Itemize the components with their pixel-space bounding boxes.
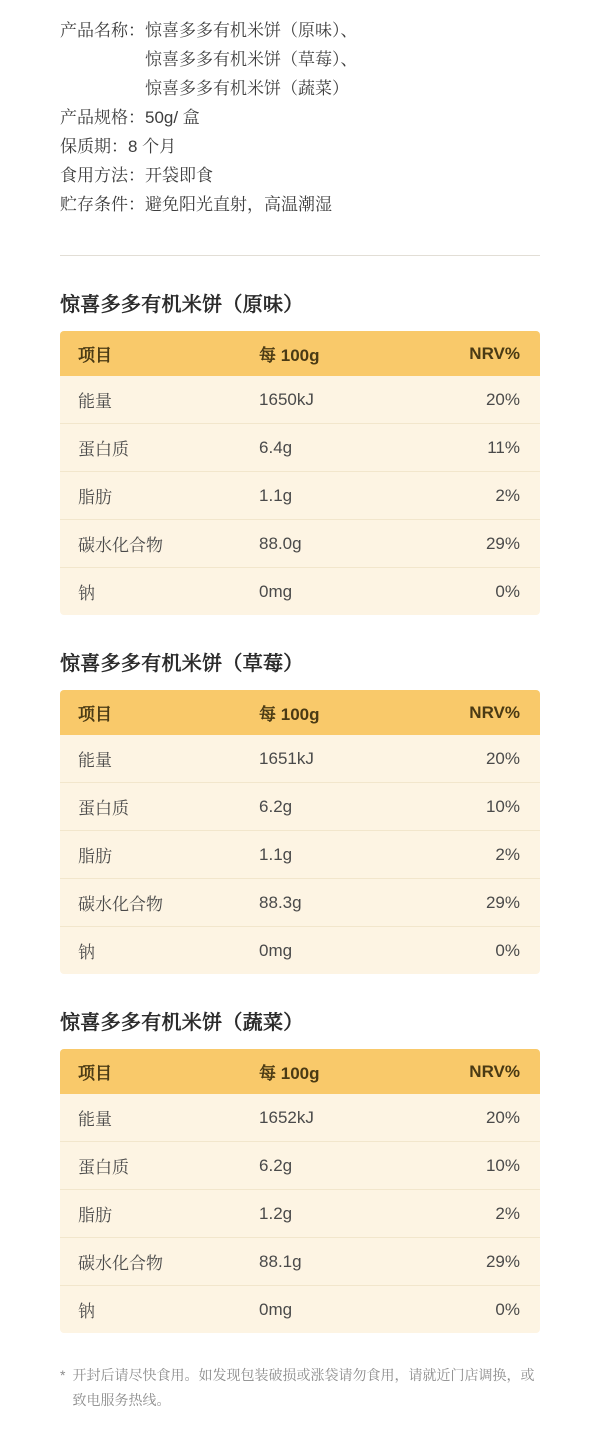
table-cell: 0% [495,940,520,960]
spec-value: 惊喜多多有机米饼（草莓）、 [145,50,358,69]
table-cell: 1.1g [259,831,410,879]
table-cell: 2% [410,1190,540,1238]
table-cell: 脂肪 [60,472,259,520]
table-cell: 10% [410,783,540,831]
table-row [60,1238,540,1286]
table-row [60,1190,540,1238]
table-cell: 11% [410,424,540,472]
spec-row-usage [60,161,540,190]
table-row [60,376,540,424]
spec-value: 开袋即食 [145,166,213,185]
spec-row-storage [60,190,540,219]
spec-label: 保质期： [60,137,128,156]
table-cell: 29% [410,879,540,927]
table-header-cell: 每 100g [259,690,410,735]
table-cell: 20% [410,1094,540,1142]
table-cell: 6.2g [259,1142,410,1190]
section-title: 惊喜多多有机米饼（草莓） [60,653,304,675]
spec-row-name [60,16,540,103]
table-cell: 6.4g [259,424,410,472]
spec-value: 8 个月 [128,137,177,156]
table-cell: 0% [495,581,520,601]
table-cell: 蛋白质 [60,1142,259,1190]
spec-label: 食用方法： [60,166,145,185]
section-divider [60,255,540,256]
nutrition-table [60,690,540,974]
table-row [60,831,540,879]
table-cell: 88.0g [259,520,410,568]
spec-value: 惊喜多多有机米饼（原味）、 [145,21,358,40]
table-header-cell: 项目 [60,690,259,735]
table-cell: 88.1g [259,1238,410,1286]
table-cell: 能量 [60,735,259,783]
table-cell: 1652kJ [259,1094,410,1142]
nutrition-table [60,331,540,615]
table-cell: 蛋白质 [60,424,259,472]
spec-values [128,132,176,161]
table-row [60,424,540,472]
table-header-cell: 项目 [60,1049,259,1094]
table-cell: 10% [410,1142,540,1190]
table-cell: 钠 [78,943,95,962]
table-header-cell: 项目 [60,331,259,376]
table-cell: 2% [410,831,540,879]
table-cell: 能量 [60,376,259,424]
spec-label: 产品名称： [60,21,145,40]
table-cell: 0mg [259,940,293,960]
table-header-cell: NRV% [410,690,540,735]
product-spec-block [60,0,540,219]
table-row [60,783,540,831]
table-header-cell: NRV% [410,331,540,376]
table-header-cell: 每 100g [259,331,410,376]
section-title: 惊喜多多有机米饼（蔬菜） [60,1012,304,1034]
table-row [60,1142,540,1190]
table-cell: 6.2g [259,783,410,831]
table-row [60,1286,540,1334]
table-cell: 1.2g [259,1190,410,1238]
table-cell: 20% [410,735,540,783]
spec-value: 50g/ 盒 [145,108,200,127]
nutrition-table [60,1049,540,1333]
table-cell: 0% [495,1299,520,1319]
table-row [60,568,540,616]
footnote [60,1363,540,1413]
table-cell: 1651kJ [259,735,410,783]
section-title: 惊喜多多有机米饼（原味） [60,294,304,316]
table-cell: 0mg [259,581,293,601]
table-cell: 蛋白质 [60,783,259,831]
nutrition-section-vegetable [60,1006,540,1333]
table-row [60,1094,540,1142]
spec-row-size [60,103,540,132]
table-header-row [60,1049,540,1094]
table-header-cell: 每 100g [259,1049,410,1094]
table-row [60,735,540,783]
spec-label: 产品规格： [60,108,145,127]
table-cell: 钠 [78,584,95,603]
table-header-row [60,690,540,735]
spec-values [145,190,332,219]
table-cell: 88.3g [259,879,410,927]
table-cell: 碳水化合物 [60,1238,259,1286]
table-cell: 20% [410,376,540,424]
table-row [60,472,540,520]
spec-row-shelf-life [60,132,540,161]
table-row [60,879,540,927]
nutrition-section-strawberry [60,647,540,974]
table-cell: 碳水化合物 [60,520,259,568]
table-cell: 能量 [60,1094,259,1142]
table-row [60,927,540,975]
table-cell: 2% [410,472,540,520]
table-cell: 0mg [259,1299,293,1319]
spec-value: 避免阳光直射，高温潮湿 [145,195,332,214]
table-cell: 钠 [78,1302,95,1321]
nutrition-section-original [60,288,540,615]
table-cell: 脂肪 [60,831,259,879]
footnote-star: * [60,1367,66,1383]
spec-values [145,161,213,190]
table-cell: 碳水化合物 [60,879,259,927]
spec-value: 惊喜多多有机米饼（蔬菜） [145,79,349,98]
table-header-row [60,331,540,376]
table-cell: 脂肪 [60,1190,259,1238]
table-cell: 29% [410,1238,540,1286]
table-cell: 29% [410,520,540,568]
table-header-cell: NRV% [410,1049,540,1094]
spec-values [145,103,200,132]
spec-label: 贮存条件： [60,195,145,214]
table-cell: 1.1g [259,472,410,520]
spec-values [145,16,358,103]
table-cell: 1650kJ [259,376,410,424]
footnote-text: 开封后请尽快食用。如发现包装破损或涨袋请勿食用，请就近门店调换，或致电服务热线。 [72,1367,535,1408]
table-row [60,520,540,568]
